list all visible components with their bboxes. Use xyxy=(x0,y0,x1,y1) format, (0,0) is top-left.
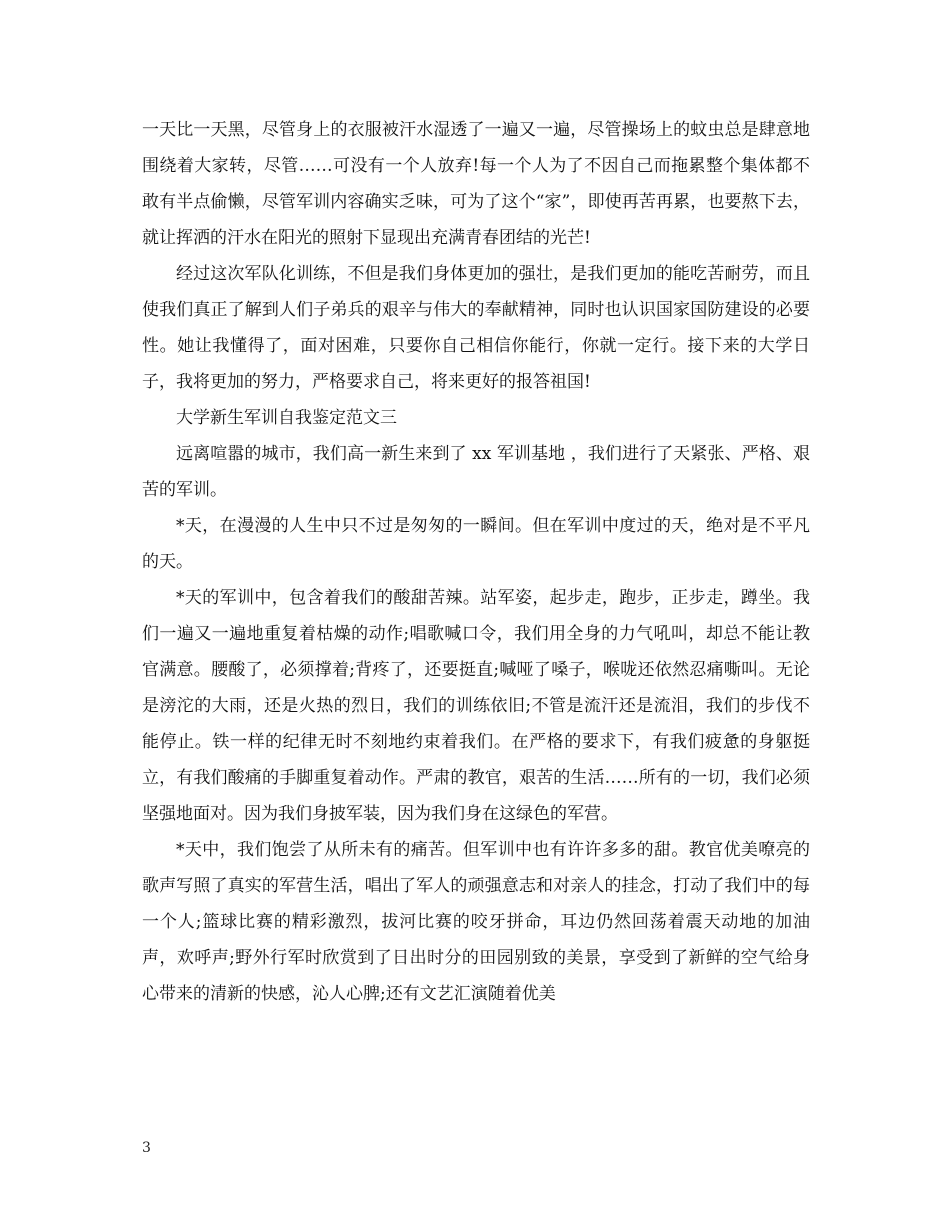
paragraph-4: *天，在漫漫的人生中只不过是匆匆的一瞬间。但在军训中度过的天，绝对是不平凡的天。 xyxy=(142,516,810,572)
paragraph-2: 经过这次军队化训练，不但是我们身体更加的强壮，是我们更加的能吃苦耐劳，而且使我们真正了解到人们子弟兵的艰辛与伟大的奉献精神，同时也认识国家国防建设的必要性。她让我懂得了，面对困难，只要你自己相信你能行，你就一定行。接下来的大学日子，我将更加的努力，严格要求自己，将来更好的报答祖国! xyxy=(142,264,810,392)
paragraph-1: 一天比一天黑，尽管身上的衣服被汗水湿透了一遍又一遍，尽管操场上的蚊虫总是肆意地围绕着大家转，尽管……可没有一个人放弃!每一个人为了不因自己而拖累整个集体都不敢有半点偷懒，尽管军训内容确实乏味，可为了这个“家”，即使再苦再累，也要熬下去，就让挥洒的汗水在阳光的照射下显现出充满青春团结的光芒! xyxy=(142,120,810,248)
paragraph-5: *天的军训中，包含着我们的酸甜苦辣。站军姿，起步走，跑步，正步走，蹲坐。我们一遍又一遍地重复着枯燥的动作;唱歌喊口令，我们用全身的力气吼叫，却总不能让教官满意。腰酸了，必须撑着;背疼了，还要挺直;喊哑了嗓子，喉咙还依然忍痛嘶叫。无论是滂沱的大雨，还是火热的烈日，我们的训练依旧;不管是流汗还是流泪，我们的步伐不能停止。铁一样的纪律无时不刻地约束着我们。在严格的要求下，有我们疲惫的身躯挺立，有我们酸痛的手脚重复着动作。严肃的教官，艰苦的生活……所有的一切，我们必须坚强地面对。因为我们身披军装，因为我们身在这绿色的军营。 xyxy=(142,588,810,824)
page-number: 3 xyxy=(142,1140,151,1156)
paragraph-6: *天中，我们饱尝了从所未有的痛苦。但军训中也有许许多多的甜。教官优美嘹亮的歌声写照了真实的军营生活，唱出了军人的顽强意志和对亲人的挂念，打动了我们中的每一个人;篮球比赛的精彩激烈，拔河比赛的咬牙拼命，耳边仍然回荡着震天动地的加油声，欢呼声;野外行军时欣赏到了日出时分的田园别致的美景，享受到了新鲜的空气给身心带来的清新的快感，沁人心脾;还有文艺汇演随着优美 xyxy=(142,840,810,1004)
paragraph-3: 远离喧嚣的城市，我们高一新生来到了 xx 军训基地 ，我们进行了天紧张、严格、艰苦的军训。 xyxy=(142,444,810,500)
section-heading: 大学新生军训自我鉴定范文三 xyxy=(176,408,397,428)
document-body xyxy=(142,112,810,1012)
